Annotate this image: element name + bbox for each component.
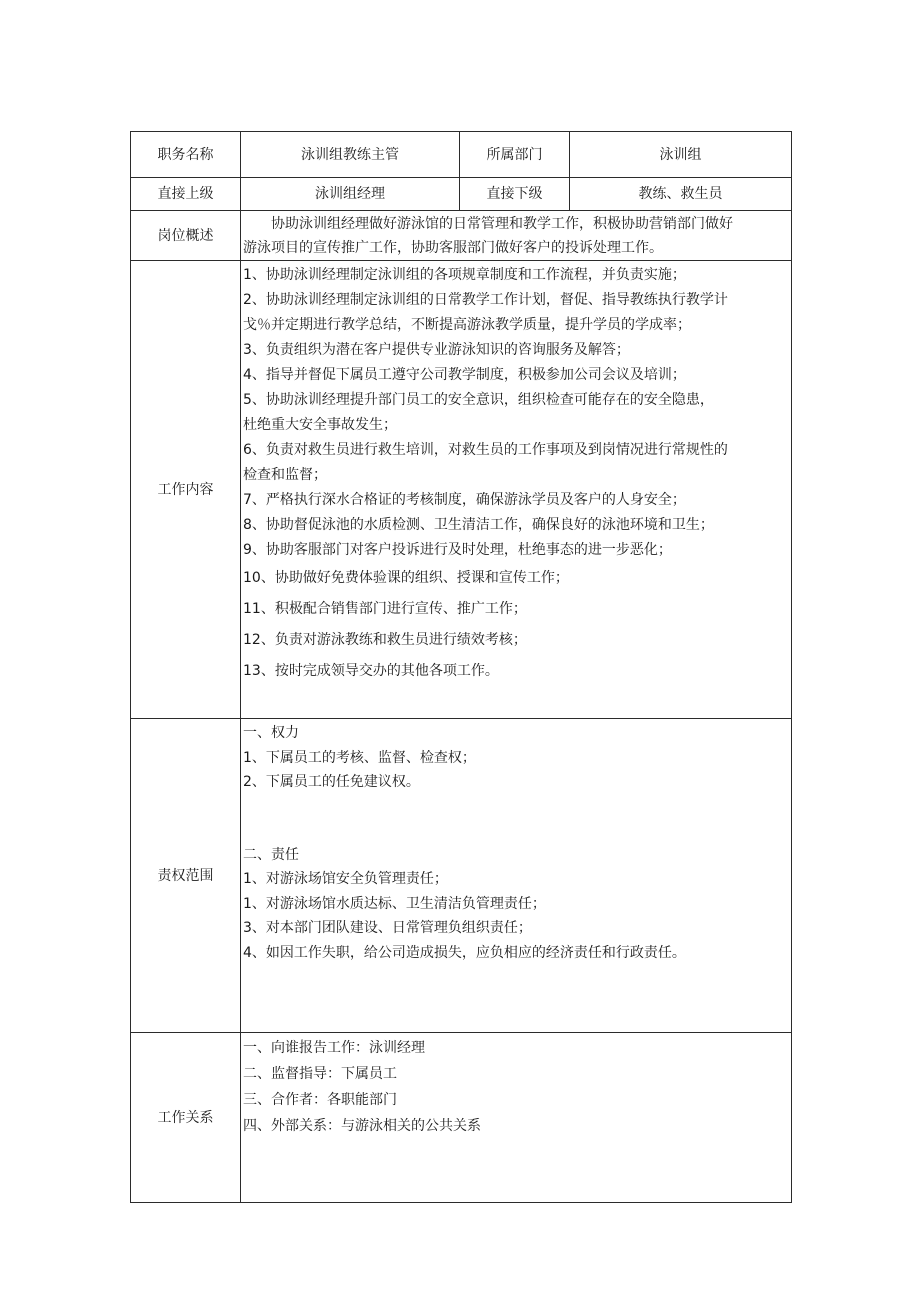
- job-title-value: 泳训组教练主管: [241, 132, 460, 178]
- subordinate-label: 直接下级: [460, 178, 570, 211]
- relations-item: 二、监督指导：下属员工: [243, 1066, 397, 1082]
- overview-line-2: 游泳项目的宣传推广工作，协助客服部门做好客户的投诉处理工作。: [243, 240, 663, 256]
- job-title-label: 职务名称: [131, 132, 241, 178]
- row-authority: [131, 719, 792, 1033]
- power-item: 2、下属员工的任免建议权。: [243, 774, 420, 790]
- row-overview: [131, 211, 792, 261]
- authority-content: [241, 719, 792, 1033]
- row-job-title: [131, 132, 792, 178]
- overview-text: [241, 211, 792, 261]
- relations-item: 三、合作者：各职能部门: [243, 1092, 397, 1108]
- work-content-item: 1、协助泳训经理制定泳训组的各项规章制度和工作流程，并负责实施；: [243, 267, 686, 283]
- work-content-item: 8、协助督促泳池的水质检测、卫生清洁工作，确保良好的泳池环境和卫生；: [243, 517, 714, 533]
- work-content-item: 杜绝重大安全事故发生；: [243, 417, 397, 433]
- job-description-table: [130, 131, 792, 1203]
- work-content-item: 13、按时完成领导交办的其他各项工作。: [243, 663, 499, 679]
- subordinate-value: 教练、救生员: [570, 178, 792, 211]
- work-content-item: 戈％并定期进行教学总结，不断提高游泳教学质量，提升学员的学成率；: [243, 317, 691, 333]
- duty-item: 1、对游泳场馆安全负管理责任；: [243, 871, 448, 887]
- work-content-item: 4、指导并督促下属员工遵守公司教学制度，积极参加公司会议及培训；: [243, 367, 686, 383]
- work-content-item: 5、协助泳训经理提升部门员工的安全意识，组织检查可能存在的安全隐患，: [243, 392, 714, 408]
- relations-item: 四、外部关系：与游泳相关的公共关系: [243, 1118, 481, 1134]
- row-work-content: [131, 261, 792, 719]
- relations-label: 工作关系: [131, 1033, 241, 1203]
- authority-label: 责权范围: [131, 719, 241, 1033]
- overview-label: 岗位概述: [131, 211, 241, 261]
- work-content-item: 12、负责对游泳教练和救生员进行绩效考核；: [243, 632, 527, 648]
- work-content-item: 9、协助客服部门对客户投诉进行及时处理，杜绝事态的进一步恶化；: [243, 542, 672, 558]
- duty-heading: 二、责任: [243, 846, 299, 863]
- department-value: 泳训组: [570, 132, 792, 178]
- superior-label: 直接上级: [131, 178, 241, 211]
- work-content-label: 工作内容: [131, 261, 241, 719]
- work-content-list: [241, 261, 792, 719]
- relations-item: 一、向谁报告工作：泳训经理: [243, 1040, 425, 1056]
- overview-line-1: 协助泳训组经理做好游泳馆的日常管理和教学工作，积极协助营销部门做好: [271, 216, 733, 232]
- work-content-item: 2、协助泳训经理制定泳训组的日常教学工作计划，督促、指导教练执行教学计: [243, 292, 728, 308]
- duty-item: 3、对本部门团队建设、日常管理负组织责任；: [243, 920, 532, 936]
- department-label: 所属部门: [460, 132, 570, 178]
- work-content-item: 7、严格执行深水合格证的考核制度，确保游泳学员及客户的人身安全；: [243, 492, 686, 508]
- power-item: 1、下属员工的考核、监督、检查权；: [243, 749, 476, 766]
- power-heading: 一、权力: [243, 725, 299, 741]
- work-content-item: 检查和监督；: [243, 467, 327, 483]
- row-relations: [131, 1033, 792, 1203]
- work-content-item: 11、积极配合销售部门进行宣传、推广工作；: [243, 601, 527, 617]
- duty-item: 1、对游泳场馆水质达标、卫生清洁负管理责任；: [243, 895, 546, 912]
- work-content-item: 6、负责对救生员进行救生培训，对救生员的工作事项及到岗情况进行常规性的: [243, 442, 728, 458]
- work-content-item: 3、负责组织为潜在客户提供专业游泳知识的咨询服务及解答；: [243, 342, 630, 358]
- superior-value: 泳训组经理: [241, 178, 460, 211]
- row-superior: [131, 178, 792, 211]
- work-content-item: 10、协助做好免费体验课的组织、授课和宣传工作；: [243, 570, 569, 586]
- duty-item: 4、如因工作失职，给公司造成损失，应负相应的经济责任和行政责任。: [243, 944, 686, 961]
- relations-content: [241, 1033, 792, 1203]
